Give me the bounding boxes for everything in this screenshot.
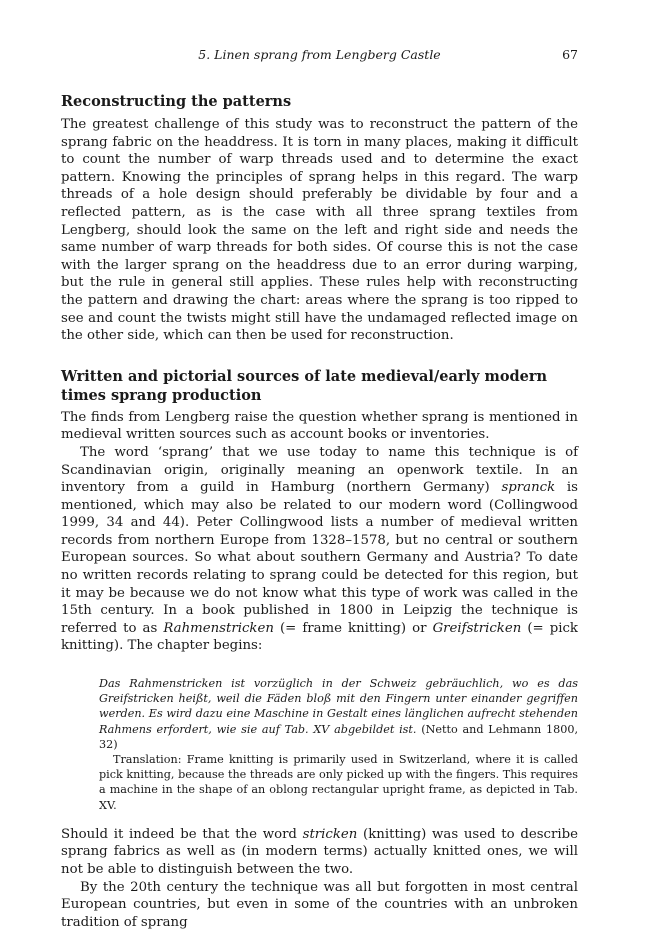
paragraph-stricken: Should it indeed be that the word stricken (knitting) was used to describe sprang fabrics as well as (in modern terms) actually knitted ones, we will not be able to distinguish between the two. — [61, 826, 578, 878]
section-heading-sources: Written and pictorial sources of late medieval/early modern times sprang production — [61, 367, 548, 404]
quote-citation: (Netto and Lehmann 1800, 32) — [99, 722, 579, 751]
section-heading-reconstructing: Reconstructing the patterns — [61, 93, 292, 110]
paragraph-sprang-word: The word ‘sprang’ that we use today to name this technique is of Scandinavian origin, originally meaning an openwork textile. In an inventory from a guild in Hamburg (northern Germany) spranck is mentioned, which may also be related to our modern word (Collingwood 1999, 34 and 44). Peter Collingwood lists a number of medieval written records from northern Europe from 1328–1578, but no central or southern European sources. So what about southern Germany and Austria? To date no written records relating to sprang could be detected for this region, but it may be because we do not know what this type of work was called in the 15th century. In a book published in 1800 in Leipzig the technique is referred to as Rahmenstricken (= frame knitting) or Greifstricken (= pick knitting). The chapter begins: — [61, 444, 578, 654]
quote-german: Das Rahmenstricken ist vorzüglich in der Schweiz gebräuchlich, wo es das Greifstricken heißt, weil die Fäden bloß mit den Fingern unter einander gegriffen werden. Es wird dazu eine Maschine in Gestalt eines länglichen aufrecht stehenden Rahmens erfordert, wie sie auf Tab. XV abgebildet ist. (Netto and Lehmann 1800, 32) — [99, 677, 579, 751]
term-spranck: spranck — [501, 480, 556, 496]
term-greifstricken: Greifstricken — [432, 620, 522, 636]
running-title: 5. Linen sprang from Lengberg Castle — [198, 47, 441, 62]
running-head — [61, 46, 578, 64]
term-rahmenstricken: Rahmenstricken — [163, 620, 274, 636]
quote-translation: Translation: Frame knitting is primarily used in Switzerland, where it is called pick knitting, because the threads are only picked up with the fingers. This requires a machine in the shape of an oblong rectangular upright frame, as depicted in Tab. XV. — [99, 753, 578, 812]
block-quote — [99, 676, 578, 813]
body-text — [61, 92, 578, 931]
page-number: 67 — [562, 47, 578, 62]
paragraph-20th-century: By the 20th century the technique was all but forgotten in most central European countries, but even in some of the countries with an unbroken tradition of sprang — [61, 879, 578, 930]
term-stricken: stricken — [302, 826, 358, 842]
paragraph-finds: The finds from Lengberg raise the question whether sprang is mentioned in medieval written sources such as account books or inventories. — [61, 409, 578, 443]
paragraph-reconstructing: The greatest challenge of this study was to reconstruct the pattern of the sprang fabric on the headdress. It is torn in many places, making it difficult to count the number of warp threads used and to determine the exact pattern. Knowing the principles of sprang helps in this regard. The warp threads of a hole design should preferably be dividable by four and a reflected pattern, as is the case with all three sprang textiles from Lengberg, should look the same on the left and right side and needs the same number of warp threads for both sides. Of course this is not the case with the larger sprang on the headdress due to an error during warping, but the rule in general still applies. These rules help with reconstructing the pattern and drawing the chart: areas where the sprang is too ripped to see and count the twists might still have the undamaged reflected image on the other side, which can then be used for reconstruction. — [61, 117, 578, 344]
